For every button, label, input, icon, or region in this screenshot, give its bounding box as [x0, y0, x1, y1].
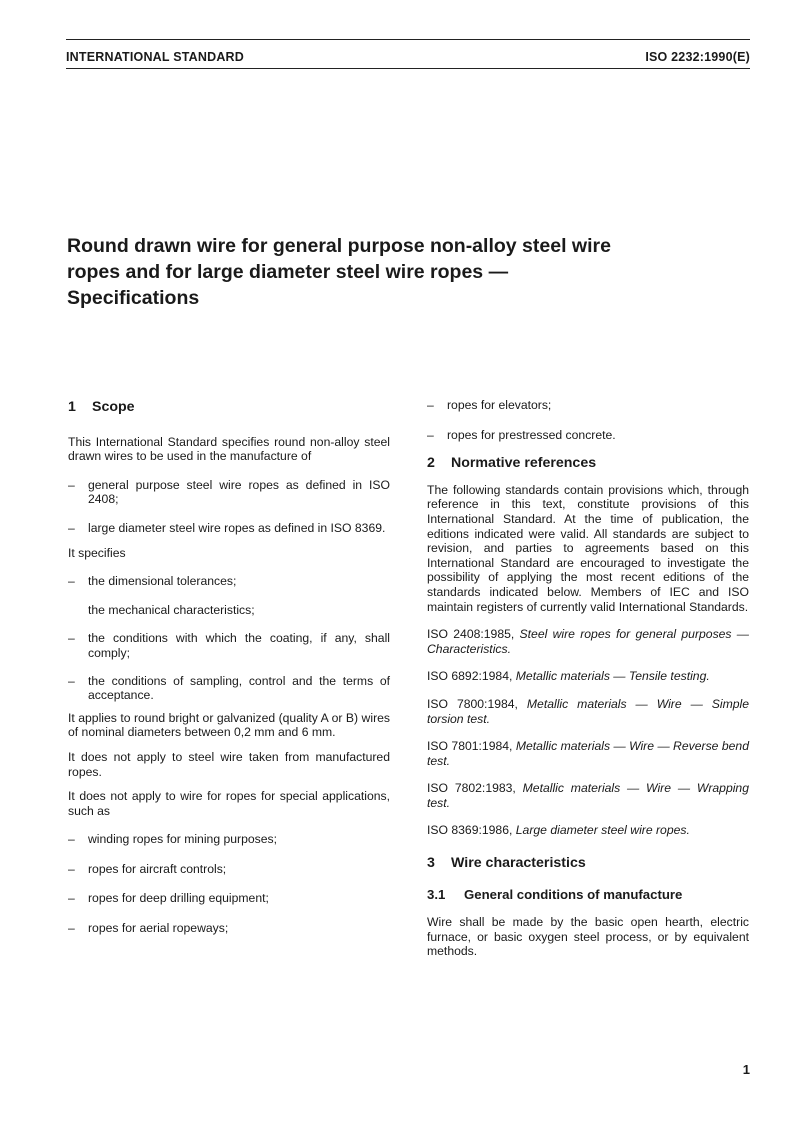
- reference-item: [427, 627, 749, 656]
- section-title: Normative references: [451, 455, 597, 472]
- dash: –: [68, 921, 75, 936]
- reference-title: Large diameter steel wire ropes.: [515, 823, 690, 838]
- section-2-heading: [427, 456, 749, 471]
- list-item: [68, 478, 390, 507]
- list-item: [68, 521, 390, 536]
- right-column: [427, 398, 749, 959]
- reference-code: ISO 7801:1984,: [427, 739, 513, 754]
- section-number: 3: [427, 855, 435, 872]
- dash: –: [427, 427, 434, 442]
- section-number: 2: [427, 455, 435, 472]
- scope-intro: This International Standard specifies round non-alloy steel drawn wires to be used in the manufacture of: [68, 434, 390, 464]
- dash: –: [68, 891, 75, 906]
- section-3-heading: [427, 856, 749, 871]
- list-item: [68, 631, 390, 660]
- title-line-2: ropes and for large diameter steel wire ropes —: [67, 261, 509, 283]
- list-item-text: the mechanical characteristics;: [88, 602, 255, 617]
- list-item-text: the dimensional tolerances;: [88, 574, 237, 589]
- list-item-text: ropes for aircraft controls;: [88, 861, 227, 876]
- not-apply-paragraph-1: It does not apply to steel wire taken from manufactured ropes.: [68, 749, 390, 779]
- list-item-text: general purpose steel wire ropes as defined in ISO 2408;: [88, 477, 390, 507]
- reference-item: [427, 739, 749, 768]
- list-item: [68, 574, 390, 589]
- dash: –: [68, 673, 75, 688]
- subsection-title: General conditions of manufacture: [464, 886, 683, 902]
- list-item-text: ropes for elevators;: [447, 398, 552, 412]
- dash: –: [68, 574, 75, 589]
- dash: –: [68, 832, 75, 847]
- normative-intro: The following standards contain provisions which, through reference in this text, constitute provisions of this International Standard. At the time of publication, the editions indicated were valid. All standards are subject to revision, and parties to agreements based on this International Standard are encouraged to investigate the possibility of applying the most recent editions of the standards indicated below. Members of IEC and ISO maintain registers of currently valid International Standards.: [427, 482, 749, 614]
- header-standard-number: ISO 2232:1990(E): [645, 50, 750, 64]
- list-item-text: ropes for aerial ropeways;: [88, 921, 229, 936]
- reference-code: ISO 7802:1983,: [427, 781, 516, 796]
- list-item: [68, 832, 390, 847]
- reference-item: [427, 669, 749, 684]
- list-item-text: ropes for deep drilling equipment;: [88, 891, 269, 906]
- reference-title: Metallic materials — Tensile testing.: [515, 669, 710, 684]
- manufacture-paragraph: Wire shall be made by the basic open hearth, electric furnace, or basic oxygen steel process, or by equivalent methods.: [427, 915, 749, 959]
- reference-code: ISO 6892:1984,: [427, 669, 513, 684]
- dash: –: [427, 398, 434, 412]
- dash: –: [68, 631, 75, 646]
- section-title: Scope: [92, 399, 135, 415]
- list-item: [68, 921, 390, 936]
- not-apply-paragraph-2: It does not apply to wire for ropes for special applications, such as: [68, 789, 390, 818]
- title-line-1: Round drawn wire for general purpose non-alloy steel wire: [67, 235, 611, 257]
- reference-code: ISO 8369:1986,: [427, 823, 513, 838]
- reference-title: Steel wire ropes for general purposes — Characteristics.: [427, 627, 749, 656]
- list-item-text: ropes for prestressed concrete.: [447, 427, 616, 442]
- reference-title: Metallic materials — Wire — Reverse bend test.: [427, 739, 749, 768]
- header-rule-bottom: [66, 68, 750, 69]
- document-title: [67, 233, 747, 311]
- reference-title: Metallic materials — Wire — Simple torsion test.: [427, 696, 749, 726]
- subsection-3-1-heading: [427, 888, 749, 903]
- list-item: [68, 891, 390, 906]
- subsection-number: 3.1: [427, 886, 446, 902]
- section-number: 1: [68, 399, 76, 415]
- list-item: [68, 862, 390, 877]
- reference-item: [427, 823, 749, 838]
- reference-item: [427, 781, 749, 810]
- section-title: Wire characteristics: [451, 855, 586, 872]
- header-standard-type: INTERNATIONAL STANDARD: [66, 50, 245, 64]
- specifies-label: It specifies: [68, 545, 126, 560]
- page-number: 1: [742, 1062, 750, 1077]
- dash: –: [68, 520, 75, 535]
- list-item: [68, 674, 390, 703]
- dash: –: [68, 861, 75, 876]
- reference-code: ISO 2408:1985,: [427, 627, 515, 642]
- list-item: [427, 428, 749, 443]
- reference-item: [427, 697, 749, 726]
- header-rule-top: [66, 39, 750, 40]
- list-item-text: winding ropes for mining purposes;: [88, 832, 278, 847]
- list-item: [68, 603, 390, 618]
- title-line-3: Specifications: [67, 287, 200, 309]
- section-1-heading: [68, 400, 390, 415]
- list-item-text: large diameter steel wire ropes as defined in ISO 8369.: [88, 520, 386, 535]
- dash: –: [68, 477, 75, 492]
- list-item-text: the conditions with which the coating, if any, shall comply;: [88, 631, 390, 660]
- left-column: [68, 400, 390, 936]
- list-item-text: the conditions of sampling, control and the terms of acceptance.: [88, 673, 390, 703]
- reference-title: Metallic materials — Wire — Wrapping test.: [427, 781, 749, 810]
- reference-code: ISO 7800:1984,: [427, 696, 518, 711]
- list-item: [427, 398, 749, 413]
- applies-paragraph: It applies to round bright or galvanized (quality A or B) wires of nominal diameters between 0,2 mm and 6 mm.: [68, 710, 390, 740]
